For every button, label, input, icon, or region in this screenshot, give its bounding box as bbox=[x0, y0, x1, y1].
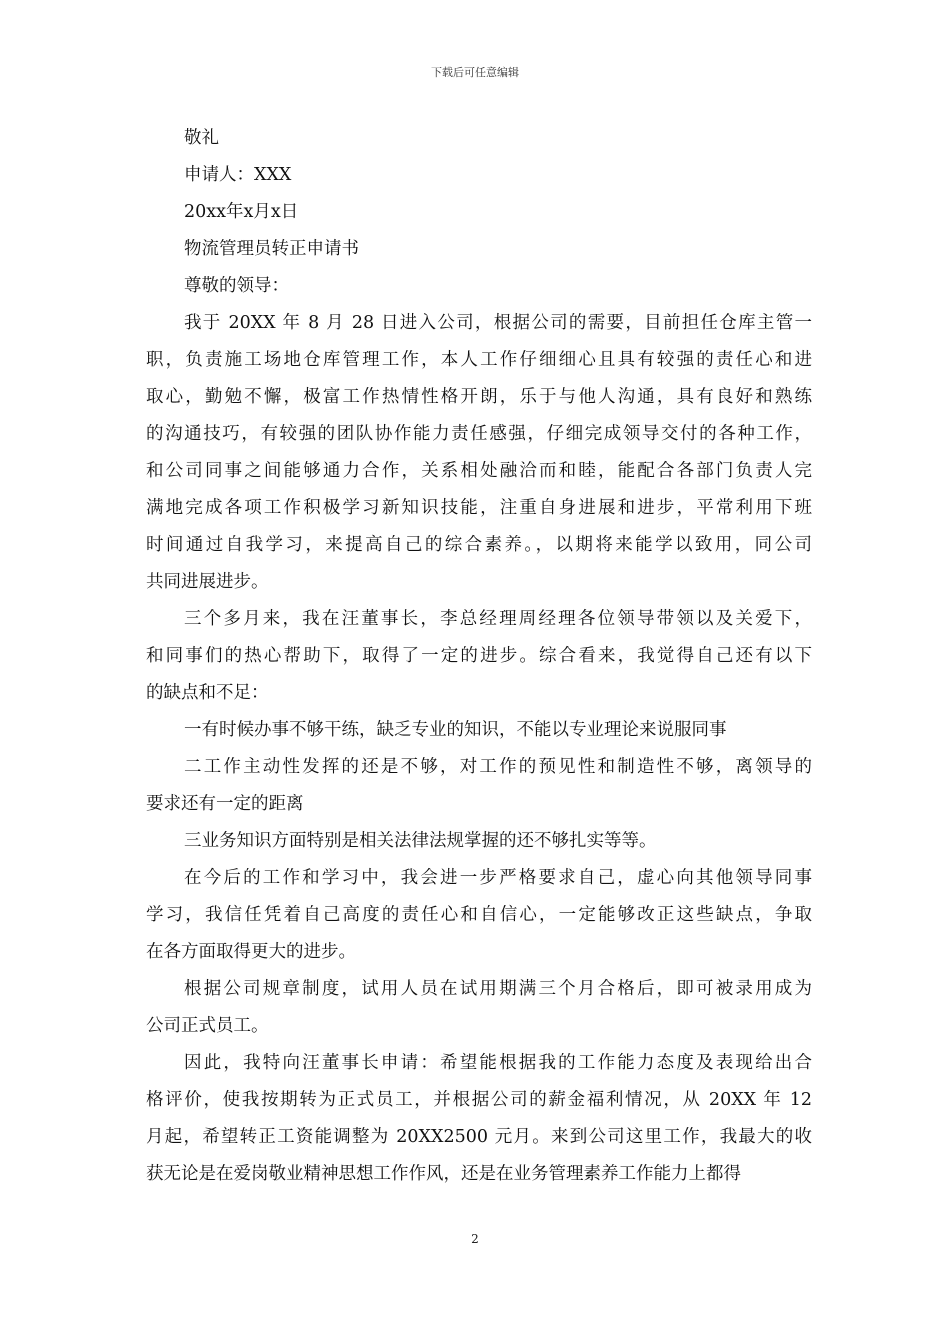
paragraph-line: 三个多月来，我在汪董事长，李总经理周经理各位领导带领以及关爱下， bbox=[184, 609, 812, 629]
paragraph-line: 三业务知识方面特别是相关法律法规掌握的还不够扎实等等。 bbox=[184, 831, 657, 851]
page-number: 2 bbox=[471, 1232, 479, 1246]
paragraph-line: 职，负责施工场地仓库管理工作，本人工作仔细细心且具有较强的责任心和进 bbox=[146, 350, 812, 370]
paragraph-line: 根据公司规章制度，试用人员在试用期满三个月合格后，即可被录用成为 bbox=[184, 979, 812, 999]
paragraph bbox=[146, 601, 812, 712]
paragraph bbox=[146, 749, 812, 823]
paragraph-line: 共同进展进步。 bbox=[146, 572, 269, 592]
paragraph-line: 的缺点和不足： bbox=[146, 683, 269, 703]
page-header-note: 下载后可任意编辑 bbox=[431, 66, 519, 79]
paragraph-line: 和公司同事之间能够通力合作，关系相处融洽而和睦，能配合各部门负责人完 bbox=[146, 461, 812, 481]
paragraph bbox=[146, 971, 812, 1045]
paragraph-line: 和同事们的热心帮助下，取得了一定的进步。综合看来，我觉得自己还有以下 bbox=[146, 646, 812, 666]
body-paragraphs bbox=[146, 305, 812, 1193]
paragraph-line: 因此，我特向汪董事长申请：希望能根据我的工作能力态度及表现给出合 bbox=[184, 1053, 812, 1073]
paragraph bbox=[146, 1045, 812, 1193]
greeting-line: 尊敬的领导： bbox=[184, 276, 289, 296]
closing-salutation: 敬礼 bbox=[184, 128, 219, 148]
paragraph-line: 的沟通技巧，有较强的团队协作能力责任感强，仔细完成领导交付的各种工作， bbox=[146, 424, 812, 444]
paragraph-line: 公司正式员工。 bbox=[146, 1016, 269, 1036]
paragraph-line: 我于 20XX 年 8 月 28 日进入公司，根据公司的需要，目前担任仓库主管一 bbox=[184, 313, 812, 333]
paragraph-line: 学习，我信任凭着自己高度的责任心和自信心，一定能够改正这些缺点，争取 bbox=[146, 905, 812, 925]
document-body bbox=[146, 120, 812, 1193]
paragraph bbox=[146, 712, 812, 749]
paragraph-line: 二工作主动性发挥的还是不够，对工作的预见性和制造性不够，离领导的 bbox=[184, 757, 812, 777]
paragraph-line: 一有时候办事不够干练，缺乏专业的知识，不能以专业理论来说服同事 bbox=[184, 720, 727, 740]
paragraph-line: 时间通过自我学习，来提高自己的综合素养。，以期将来能学以致用，同公司 bbox=[146, 535, 812, 555]
paragraph-line: 满地完成各项工作积极学习新知识技能，注重自身进展和进步，平常利用下班 bbox=[146, 498, 812, 518]
paragraph-line: 要求还有一定的距离 bbox=[146, 794, 304, 814]
date-line: 20xx年x月x日 bbox=[184, 202, 299, 222]
paragraph bbox=[146, 823, 812, 860]
paragraph-line: 在今后的工作和学习中，我会进一步严格要求自己，虚心向其他领导同事 bbox=[184, 868, 812, 888]
paragraph-line: 取心，勤勉不懈，极富工作热情性格开朗，乐于与他人沟通，具有良好和熟练 bbox=[146, 387, 812, 407]
applicant-line: 申请人：XXX bbox=[184, 165, 292, 185]
paragraph bbox=[146, 860, 812, 971]
paragraph-line: 在各方面取得更大的进步。 bbox=[146, 942, 356, 962]
paragraph bbox=[146, 305, 812, 601]
document-title: 物流管理员转正申请书 bbox=[184, 239, 359, 259]
paragraph-line: 月起，希望转正工资能调整为 20XX2500 元月。来到公司这里工作，我最大的收 bbox=[146, 1127, 812, 1147]
paragraph-line: 格评价，使我按期转为正式员工，并根据公司的薪金福利情况，从 20XX 年 12 bbox=[146, 1090, 812, 1110]
paragraph-line: 获无论是在爱岗敬业精神思想工作作风，还是在业务管理素养工作能力上都得 bbox=[146, 1164, 741, 1184]
